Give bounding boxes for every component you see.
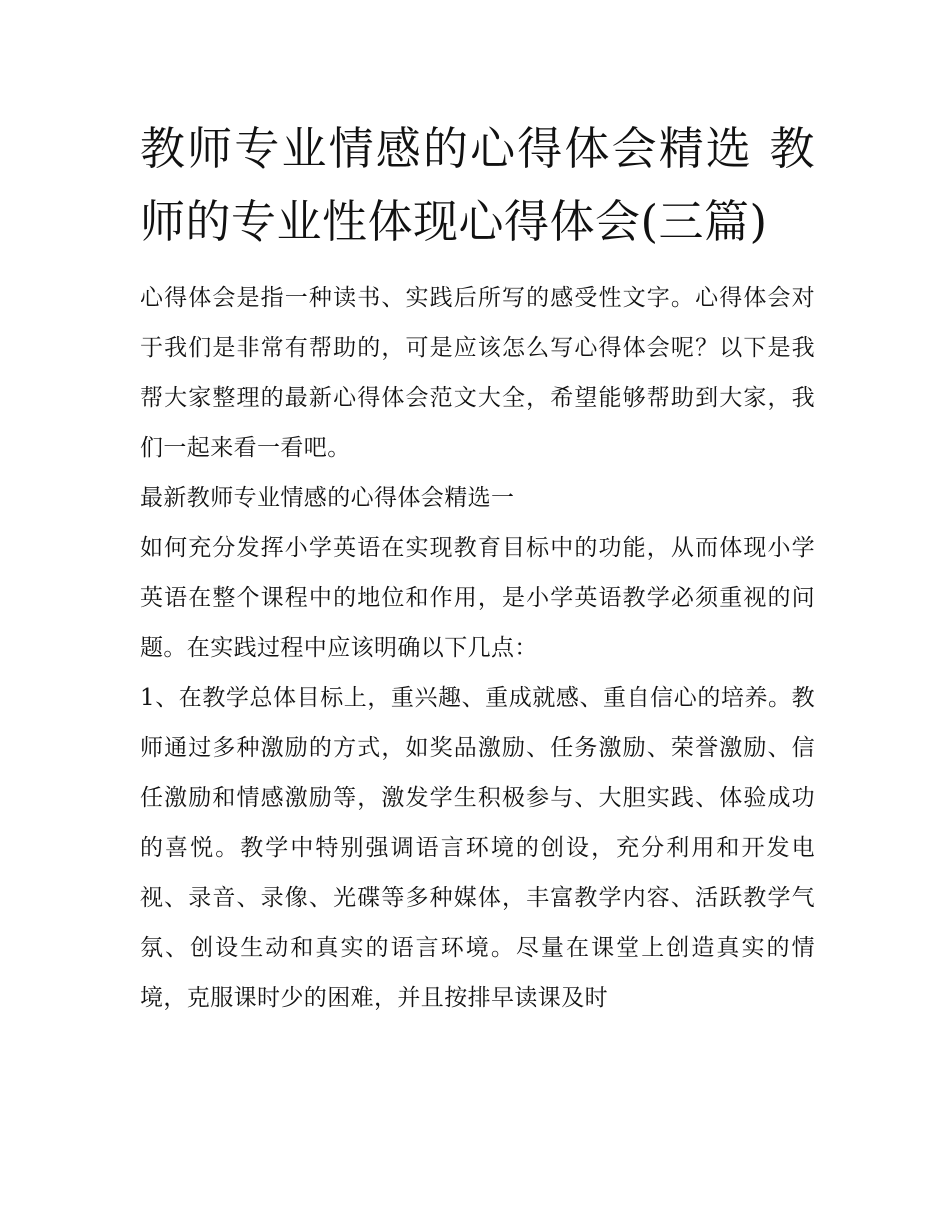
section-heading: 最新教师专业情感的心得体会精选一 bbox=[140, 485, 515, 511]
intro-paragraph: 心得体会是指一种读书、实践后所写的感受性文字。心得体会对于我们是非常有帮助的，可是应该怎么写心得体会呢？以下是我帮大家整理的最新心得体会范文大全，希望能够帮助到大家，我们一起来看一看吧。 bbox=[140, 285, 815, 461]
document-body bbox=[140, 273, 815, 1023]
document-content bbox=[140, 112, 815, 1023]
body-paragraph: 如何充分发挥小学英语在实现教育目标中的功能，从而体现小学英语在整个课程中的地位和作用，是小学英语教学必须重视的问题。在实践过程中应该明确以下几点： bbox=[140, 535, 815, 661]
numbered-paragraph: 1、在教学总体目标上，重兴趣、重成就感、重自信心的培养。教师通过多种激励的方式，如奖品激励、任务激励、荣誉激励、信任激励和情感激励等，激发学生积极参与、大胆实践、体验成功的喜悦。教学中特别强调语言环境的创设，充分利用和开发电视、录音、录像、光碟等多种媒体，丰富教学内容、活跃教学气氛、创设生动和真实的语言环境。尽量在课堂上创造真实的情境，克服课时少的困难，并且按排早读课及时 bbox=[140, 685, 815, 1011]
document-title: 教师专业情感的心得体会精选 教师的专业性体现心得体会(三篇) bbox=[140, 122, 815, 248]
